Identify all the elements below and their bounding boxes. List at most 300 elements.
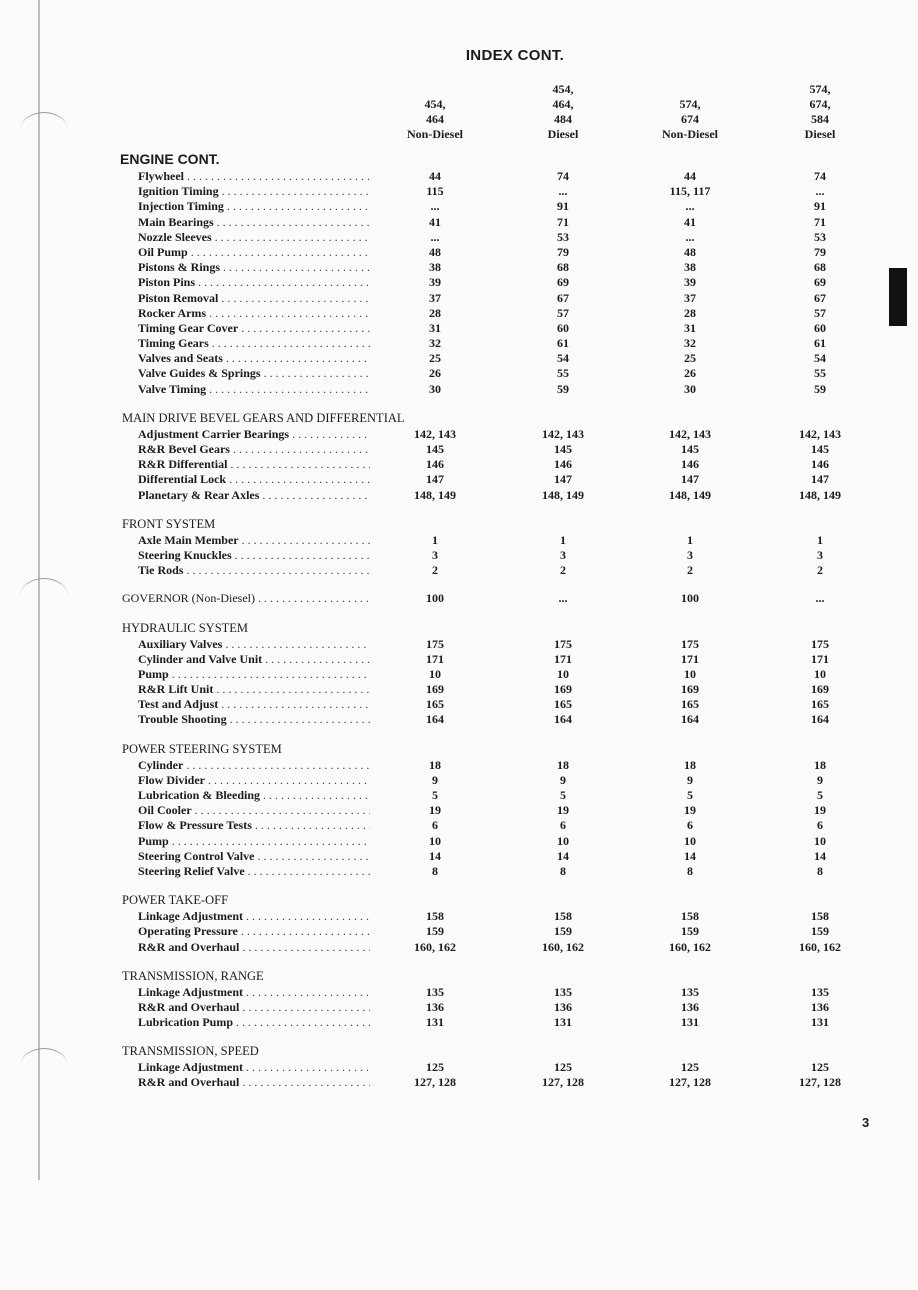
index-row xyxy=(0,230,918,245)
page-ref: 148, 149 xyxy=(414,487,456,502)
page-ref: 19 xyxy=(557,803,569,818)
page-ref: 18 xyxy=(814,757,826,772)
index-row xyxy=(0,773,918,788)
row-label: R&R Differential . . . xyxy=(138,457,370,472)
page-ref: 28 xyxy=(429,305,441,320)
row-label: R&R and Overhaul . . . xyxy=(138,1075,370,1090)
page-ref: 39 xyxy=(429,275,441,290)
page-ref: 1 xyxy=(817,532,823,547)
page-ref: 5 xyxy=(687,788,693,802)
page-ref: 125 xyxy=(554,1060,572,1075)
page-ref: ... xyxy=(815,591,825,606)
column-header-line: 674, xyxy=(809,97,831,111)
page-ref: 147 xyxy=(681,472,699,487)
page-ref: 136 xyxy=(681,999,699,1014)
index-row xyxy=(0,563,918,578)
page-ref: 1 xyxy=(432,532,438,547)
row-label: Pump . . . xyxy=(138,667,370,682)
page-ref: 8 xyxy=(687,863,693,878)
index-row xyxy=(0,1075,918,1090)
page-ref: 125 xyxy=(811,1060,829,1075)
row-label: Test and Adjust . . . xyxy=(138,697,370,712)
page-ref: 41 xyxy=(429,214,441,229)
page-ref: 8 xyxy=(432,863,438,878)
page-ref: 2 xyxy=(817,563,823,578)
row-label: Differential Lock . . . xyxy=(138,472,370,487)
index-row xyxy=(0,548,918,563)
page-ref: 164 xyxy=(426,712,444,727)
page-ref: 14 xyxy=(684,848,696,863)
page-ref: 91 xyxy=(557,199,569,214)
section-title: ENGINE CONT. xyxy=(120,151,220,167)
page-ref: 125 xyxy=(426,1060,444,1075)
row-label: Linkage Adjustment . . . xyxy=(138,985,370,1000)
column-header-line: 484 xyxy=(554,112,572,126)
page-ref: 165 xyxy=(554,697,572,712)
index-row xyxy=(0,682,918,697)
page-ref: 6 xyxy=(687,818,693,833)
column-header-line: 574, xyxy=(809,82,831,96)
page-ref: 131 xyxy=(426,1015,444,1030)
page-ref: 158 xyxy=(554,909,572,924)
page-ref: 127, 128 xyxy=(799,1075,841,1090)
index-row xyxy=(0,985,918,1000)
page-ref: 14 xyxy=(814,848,826,863)
punch-hole-mark xyxy=(20,112,68,149)
row-label: Rocker Arms . . . xyxy=(138,306,370,321)
row-label: Nozzle Sleeves . . . xyxy=(138,230,370,245)
page-ref: 41 xyxy=(684,214,696,229)
page-ref: 146 xyxy=(554,457,572,472)
index-row xyxy=(0,940,918,955)
index-row xyxy=(0,533,918,548)
page-ref: 131 xyxy=(554,1015,572,1030)
page-ref: 10 xyxy=(557,666,569,681)
page-ref: 158 xyxy=(681,909,699,924)
page-ref: 79 xyxy=(557,244,569,259)
page-ref: 57 xyxy=(557,305,569,320)
page-ref: 19 xyxy=(429,803,441,818)
page-ref: 125 xyxy=(681,1060,699,1075)
column-header-line: 584 xyxy=(811,112,829,126)
page-ref: 5 xyxy=(560,788,566,802)
section-tab-marker xyxy=(889,268,907,326)
index-row xyxy=(0,697,918,712)
page-ref: 175 xyxy=(426,636,444,651)
page-ref: 142, 143 xyxy=(414,426,456,441)
index-sections xyxy=(0,150,918,1104)
page-ref: 18 xyxy=(557,757,569,772)
page-ref: 44 xyxy=(429,169,441,183)
index-row xyxy=(0,321,918,336)
index-row xyxy=(0,803,918,818)
page-ref: 136 xyxy=(554,999,572,1014)
index-section xyxy=(0,516,918,579)
row-label: Cylinder . . . xyxy=(138,758,370,773)
page-ref: 6 xyxy=(432,818,438,833)
page-ref: ... xyxy=(558,184,568,199)
page-ref: 171 xyxy=(554,651,572,666)
page-ref: 60 xyxy=(814,320,826,335)
page-ref: 142, 143 xyxy=(669,426,711,441)
page-ref: 1 xyxy=(560,532,566,547)
page-ref: 135 xyxy=(554,984,572,999)
row-label: Axle Main Member . . . xyxy=(138,533,370,548)
row-label: Valves and Seats . . . xyxy=(138,351,370,366)
page-ref: 9 xyxy=(560,772,566,787)
page-ref: 164 xyxy=(681,712,699,727)
page-ref: 18 xyxy=(429,757,441,772)
page-ref: 160, 162 xyxy=(669,939,711,954)
row-label: Timing Gears . . . xyxy=(138,336,370,351)
page-ref: 135 xyxy=(811,984,829,999)
page-ref: 171 xyxy=(681,651,699,666)
page-ref: 142, 143 xyxy=(542,426,584,441)
section-title: TRANSMISSION, SPEED xyxy=(122,1044,259,1059)
column-header-line: 574, xyxy=(679,97,701,111)
column-header xyxy=(760,80,880,142)
index-section xyxy=(0,892,918,955)
page-ref: 145 xyxy=(811,442,829,456)
page-ref: 100 xyxy=(681,591,699,606)
page-ref: 30 xyxy=(429,381,441,396)
index-row xyxy=(0,591,918,606)
row-label: Timing Gear Cover . . . xyxy=(138,321,370,336)
page-ref: 145 xyxy=(554,442,572,456)
page-ref: 1 xyxy=(687,532,693,547)
column-header-line: Diesel xyxy=(804,127,836,141)
section-title: MAIN DRIVE BEVEL GEARS AND DIFFERENTIAL xyxy=(122,410,405,425)
page-ref: 6 xyxy=(560,818,566,833)
page-ref: 54 xyxy=(814,351,826,366)
row-label: Tie Rods . . . xyxy=(138,563,370,578)
page-ref: 136 xyxy=(811,999,829,1014)
index-row xyxy=(0,260,918,275)
page-ref: 48 xyxy=(684,244,696,259)
row-label: Steering Knuckles . . . xyxy=(138,548,370,563)
page-ref: 5 xyxy=(817,788,823,802)
page-ref: ... xyxy=(430,199,440,214)
index-section xyxy=(0,968,918,1031)
page-ref: 19 xyxy=(684,803,696,818)
index-row xyxy=(0,637,918,652)
page-ref: 74 xyxy=(557,169,569,183)
page-ref: 39 xyxy=(684,275,696,290)
page-ref: 10 xyxy=(684,666,696,681)
page-ref: 127, 128 xyxy=(542,1075,584,1090)
row-label: GOVERNOR (Non-Diesel) . . . xyxy=(122,591,372,606)
page-ref: 31 xyxy=(684,320,696,335)
row-label: Piston Pins . . . xyxy=(138,275,370,290)
page-ref: 25 xyxy=(684,351,696,366)
index-row xyxy=(0,849,918,864)
row-label: Linkage Adjustment . . . xyxy=(138,909,370,924)
index-row xyxy=(0,1000,918,1015)
page-ref: 9 xyxy=(817,772,823,787)
page-ref: 30 xyxy=(684,381,696,396)
index-row xyxy=(0,184,918,199)
column-header xyxy=(503,80,623,142)
page-ref: 53 xyxy=(814,229,826,244)
index-row xyxy=(0,472,918,487)
page-ref: 55 xyxy=(814,366,826,381)
section-title: POWER STEERING SYSTEM xyxy=(122,741,282,756)
page-ref: 127, 128 xyxy=(414,1075,456,1090)
row-label: Pistons & Rings . . . xyxy=(138,260,370,275)
page-ref: 164 xyxy=(554,712,572,727)
page-ref: 68 xyxy=(814,260,826,275)
page-ref: 5 xyxy=(432,788,438,802)
page-ref: ... xyxy=(685,229,695,244)
page-ref: 159 xyxy=(554,924,572,939)
section-title: POWER TAKE-OFF xyxy=(122,893,229,908)
row-label: Main Bearings . . . xyxy=(138,215,370,230)
page-ref: 32 xyxy=(684,336,696,351)
row-label: Injection Timing . . . xyxy=(138,199,370,214)
index-row xyxy=(0,488,918,503)
section-title: TRANSMISSION, RANGE xyxy=(122,968,264,983)
row-label: Valve Timing . . . xyxy=(138,382,370,397)
page-ref: 14 xyxy=(557,848,569,863)
page-ref: 55 xyxy=(557,366,569,381)
page-ref: 159 xyxy=(681,924,699,939)
page-ref: 10 xyxy=(557,833,569,848)
page-ref: 159 xyxy=(811,924,829,939)
index-row xyxy=(0,457,918,472)
row-label: Linkage Adjustment . . . xyxy=(138,1060,370,1075)
page-number: 3 xyxy=(862,1115,870,1130)
index-row xyxy=(0,199,918,214)
row-label: Ignition Timing . . . xyxy=(138,184,370,199)
index-section xyxy=(0,1043,918,1090)
page-ref: 69 xyxy=(814,275,826,290)
column-header-line: 454, xyxy=(424,97,446,111)
row-label: R&R Bevel Gears . . . xyxy=(138,442,370,457)
page-ref: 146 xyxy=(811,457,829,472)
index-row xyxy=(0,818,918,833)
page-ref: 26 xyxy=(429,366,441,381)
row-label: R&R and Overhaul . . . xyxy=(138,940,370,955)
page-ref: 165 xyxy=(426,697,444,712)
page-ref: 79 xyxy=(814,244,826,259)
page-ref: 74 xyxy=(814,169,826,183)
row-label: Planetary & Rear Axles . . . xyxy=(138,488,370,503)
page-ref: 2 xyxy=(687,563,693,578)
page-ref: 171 xyxy=(811,651,829,666)
column-header-line: Non-Diesel xyxy=(662,127,718,141)
page-ref: 38 xyxy=(684,260,696,275)
page-ref: 10 xyxy=(684,833,696,848)
page-ref: 146 xyxy=(426,457,444,472)
row-label: Auxiliary Valves . . . xyxy=(138,637,370,652)
page-ref: 169 xyxy=(554,682,572,697)
page-ref: 10 xyxy=(814,833,826,848)
index-row xyxy=(0,275,918,290)
page-ref: 67 xyxy=(814,290,826,305)
index-row xyxy=(0,427,918,442)
index-row xyxy=(0,245,918,260)
row-label: Cylinder and Valve Unit . . . xyxy=(138,652,370,667)
index-row xyxy=(0,864,918,879)
row-label: Steering Control Valve . . . xyxy=(138,849,370,864)
page-ref: 159 xyxy=(426,924,444,939)
page-ref: 6 xyxy=(817,818,823,833)
page-ref: 136 xyxy=(426,999,444,1014)
page-ref: 14 xyxy=(429,848,441,863)
page-ref: 160, 162 xyxy=(542,939,584,954)
index-row xyxy=(0,834,918,849)
page-ref: 165 xyxy=(811,697,829,712)
page-ref: 131 xyxy=(811,1015,829,1030)
row-label: Adjustment Carrier Bearings . . . xyxy=(138,427,370,442)
index-row xyxy=(0,909,918,924)
row-label: Steering Relief Valve . . . xyxy=(138,864,370,879)
index-row xyxy=(0,215,918,230)
row-label: Lubrication & Bleeding . . . xyxy=(138,788,370,803)
section-title: FRONT SYSTEM xyxy=(122,516,216,531)
index-row xyxy=(0,442,918,457)
index-row xyxy=(0,788,918,803)
index-section xyxy=(0,410,918,503)
page-ref: 147 xyxy=(554,472,572,487)
page-ref: 26 xyxy=(684,366,696,381)
column-header-line: Diesel xyxy=(547,127,579,141)
row-label: Oil Cooler . . . xyxy=(138,803,370,818)
index-row xyxy=(0,382,918,397)
page-ref: 115, 117 xyxy=(669,184,711,199)
page-ref: 135 xyxy=(426,984,444,999)
page-ref: 8 xyxy=(817,863,823,878)
column-header-line: 674 xyxy=(681,112,699,126)
row-label: Oil Pump . . . xyxy=(138,245,370,260)
page-ref: 19 xyxy=(814,803,826,818)
page-ref: 147 xyxy=(426,472,444,487)
page-ref: 148, 149 xyxy=(669,487,711,502)
page-ref: 164 xyxy=(811,712,829,727)
column-header-line: 464 xyxy=(426,112,444,126)
row-label: Pump . . . xyxy=(138,834,370,849)
page-ref: 171 xyxy=(426,651,444,666)
page-ref: 69 xyxy=(557,275,569,290)
page-ref: 145 xyxy=(426,442,444,456)
page-ref: 142, 143 xyxy=(799,426,841,441)
page-ref: 71 xyxy=(814,214,826,229)
page-ref: 158 xyxy=(426,909,444,924)
page-ref: 2 xyxy=(560,563,566,578)
page-ref: 48 xyxy=(429,244,441,259)
page-ref: 71 xyxy=(557,214,569,229)
page-ref: 54 xyxy=(557,351,569,366)
index-row xyxy=(0,652,918,667)
row-label: R&R Lift Unit . . . xyxy=(138,682,370,697)
index-row xyxy=(0,291,918,306)
page-ref: 9 xyxy=(687,772,693,787)
page-ref: 3 xyxy=(687,547,693,562)
page-ref: 61 xyxy=(557,336,569,351)
page-ref: 10 xyxy=(429,833,441,848)
page-ref: 169 xyxy=(426,682,444,697)
row-label: R&R and Overhaul . . . xyxy=(138,1000,370,1015)
section-title: HYDRAULIC SYSTEM xyxy=(122,620,249,635)
page-ref: 10 xyxy=(814,666,826,681)
page-ref: 3 xyxy=(560,547,566,562)
page-ref: 57 xyxy=(814,305,826,320)
page-ref: 59 xyxy=(557,381,569,396)
page-ref: 146 xyxy=(681,457,699,472)
column-header-line: 454, xyxy=(552,82,574,96)
page-ref: 3 xyxy=(432,547,438,562)
page-ref: 59 xyxy=(814,381,826,396)
page-ref: 165 xyxy=(681,697,699,712)
page-ref: ... xyxy=(685,199,695,214)
page-ref: 10 xyxy=(429,666,441,681)
page-ref: 3 xyxy=(817,547,823,562)
page-ref: 32 xyxy=(429,336,441,351)
page-ref: 169 xyxy=(681,682,699,697)
row-label: Flow Divider . . . xyxy=(138,773,370,788)
row-label: Flywheel . . . xyxy=(138,169,370,184)
page-ref: 8 xyxy=(560,863,566,878)
page-ref: 2 xyxy=(432,563,438,578)
page-ref: 37 xyxy=(429,290,441,305)
page-ref: 28 xyxy=(684,305,696,320)
page-ref: 115 xyxy=(426,184,444,199)
row-label: Piston Removal . . . xyxy=(138,291,370,306)
index-row xyxy=(0,351,918,366)
index-row xyxy=(0,667,918,682)
page-ref: ... xyxy=(430,229,440,244)
page-ref: 147 xyxy=(811,472,829,487)
page-ref: 148, 149 xyxy=(799,487,841,502)
index-row xyxy=(0,169,918,184)
index-row xyxy=(0,366,918,381)
index-section xyxy=(0,591,918,606)
page-ref: 31 xyxy=(429,320,441,335)
page-ref: 158 xyxy=(811,909,829,924)
page-ref: 175 xyxy=(811,636,829,651)
page-ref: 60 xyxy=(557,320,569,335)
index-row xyxy=(0,1060,918,1075)
page-ref: ... xyxy=(558,591,568,606)
page-ref: 135 xyxy=(681,984,699,999)
page-ref: 127, 128 xyxy=(669,1075,711,1090)
page-ref: 160, 162 xyxy=(414,939,456,954)
index-row xyxy=(0,712,918,727)
index-section xyxy=(0,620,918,728)
page-title: INDEX CONT. xyxy=(465,47,565,64)
column-header xyxy=(375,80,495,142)
row-label: Trouble Shooting . . . xyxy=(138,712,370,727)
index-row xyxy=(0,924,918,939)
page-ref: 44 xyxy=(684,169,696,183)
page-ref: 38 xyxy=(429,260,441,275)
column-header-line: 464, xyxy=(552,97,574,111)
page-ref: 145 xyxy=(681,442,699,456)
row-label: Operating Pressure . . . xyxy=(138,924,370,939)
page-ref: 100 xyxy=(426,591,444,606)
page-ref: 148, 149 xyxy=(542,487,584,502)
page-ref: 67 xyxy=(557,290,569,305)
row-label: Lubrication Pump . . . xyxy=(138,1015,370,1030)
row-label: Flow & Pressure Tests . . . xyxy=(138,818,370,833)
page-ref: 18 xyxy=(684,757,696,772)
page-ref: 68 xyxy=(557,260,569,275)
page-ref: 169 xyxy=(811,682,829,697)
column-header-line: Non-Diesel xyxy=(407,127,463,141)
page-ref: 175 xyxy=(554,636,572,651)
column-header xyxy=(630,80,750,142)
index-row xyxy=(0,336,918,351)
